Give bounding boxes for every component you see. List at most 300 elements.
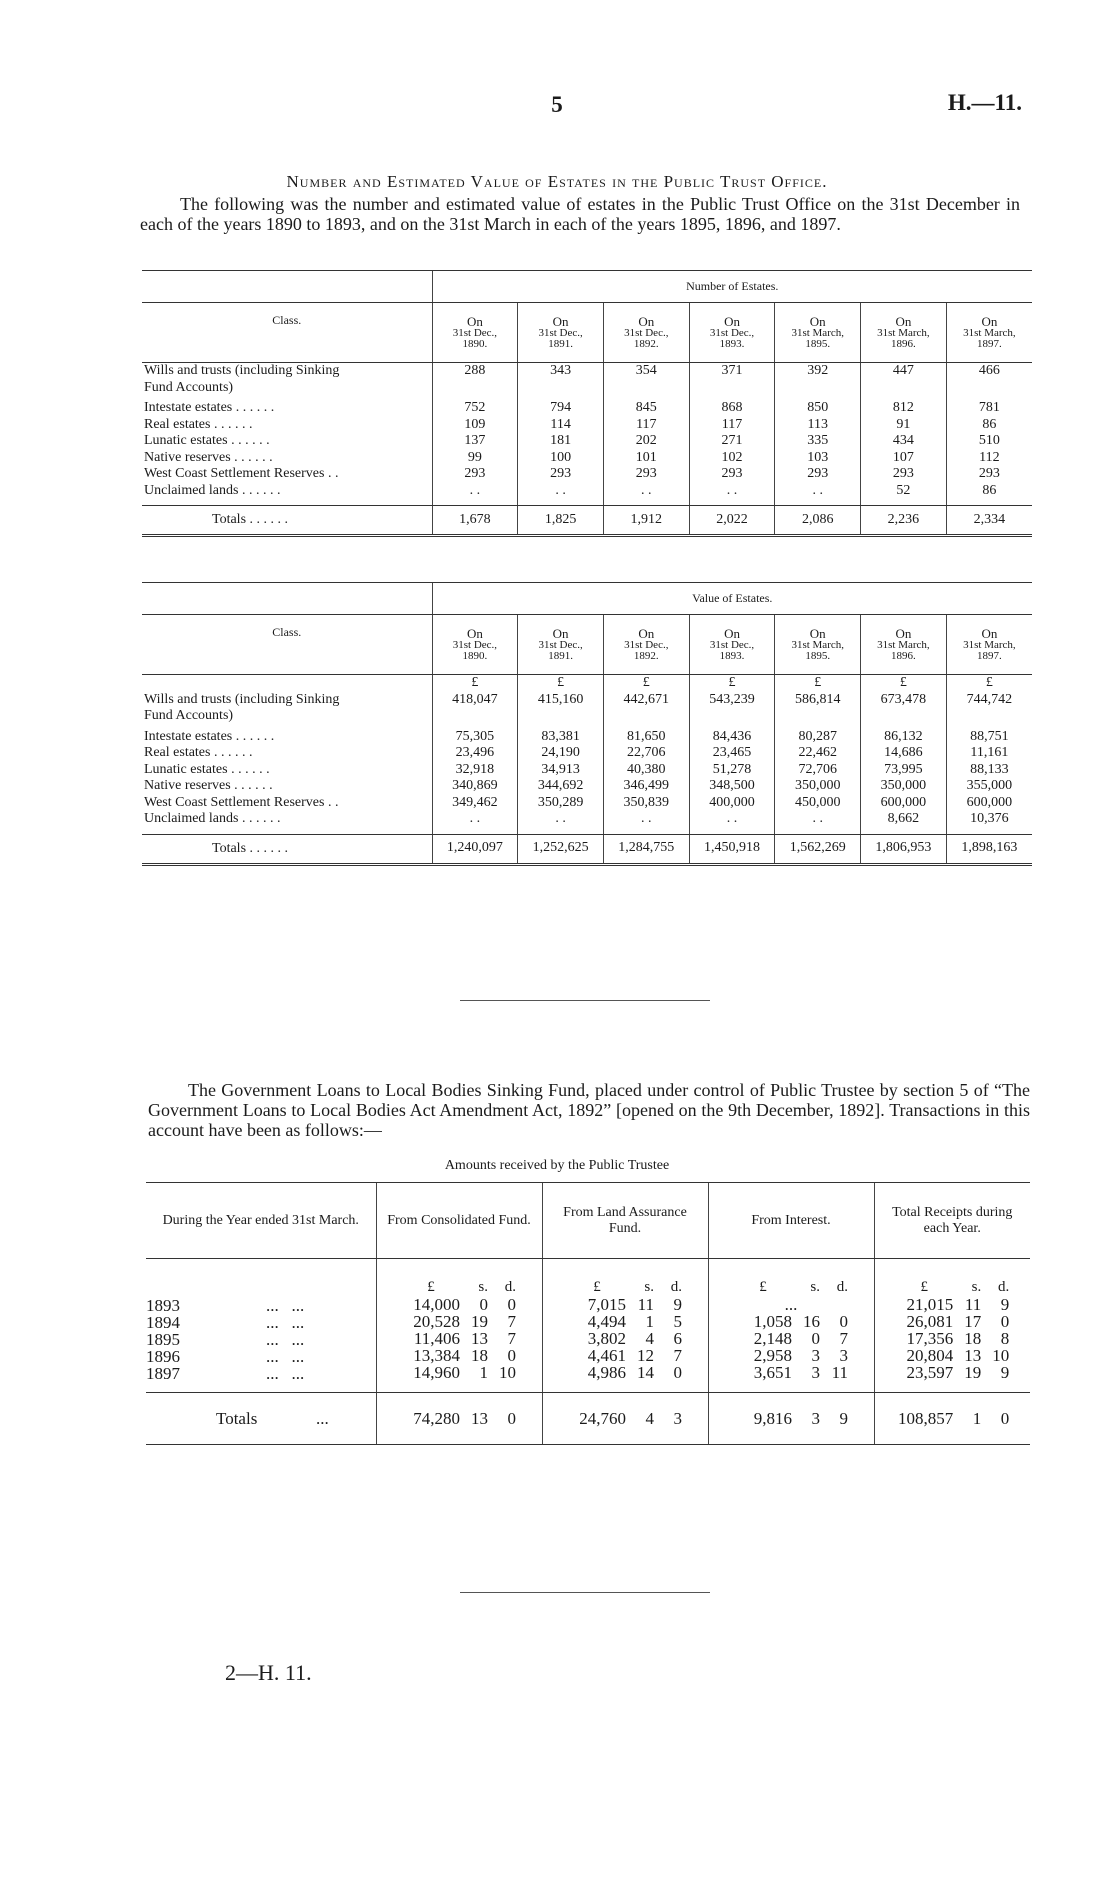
column-header	[689, 615, 775, 675]
unit-shillings: s.	[478, 1279, 488, 1295]
unit-row	[709, 1279, 874, 1296]
unit-shillings: s.	[644, 1279, 654, 1295]
currency-symbol: £	[985, 675, 993, 690]
cell-wills: 466	[978, 363, 1000, 378]
year-row	[146, 1331, 376, 1348]
cell-west: 400,000	[709, 794, 755, 810]
cell-real: 91	[896, 416, 911, 432]
cell-real: 24,190	[541, 745, 580, 760]
column-header-line: 1897.	[977, 338, 1002, 350]
row-labels	[142, 675, 432, 835]
shillings: 1	[972, 1409, 982, 1428]
pence: 9	[1000, 1363, 1010, 1382]
cell-lunatic: 335	[807, 433, 829, 448]
column-header-line: 31st March,	[877, 639, 930, 651]
cell-west: 600,000	[966, 794, 1013, 810]
column-header-line: 1895.	[805, 650, 831, 662]
cell-native: 350,000	[880, 778, 927, 793]
cell-lunatic: 181	[550, 433, 572, 448]
cell-lunatic: 137	[464, 433, 486, 448]
value-column	[861, 675, 947, 835]
cell-wills: 288	[464, 363, 486, 378]
cell-lunatic: 88,133	[970, 761, 1009, 777]
shillings: 4	[645, 1329, 654, 1348]
totals-label: Totals	[216, 1408, 258, 1428]
column-header	[775, 303, 861, 363]
value-column	[518, 363, 604, 506]
spacer	[861, 380, 946, 401]
unit-row	[543, 1279, 708, 1296]
pence: 3	[673, 1409, 682, 1428]
cell-native: 350,000	[794, 778, 841, 793]
shillings: 4	[645, 1409, 654, 1428]
pence: 9	[839, 1409, 848, 1428]
column-header	[946, 303, 1032, 363]
pence: 6	[673, 1329, 682, 1348]
year-row	[146, 1365, 376, 1382]
pounds: 4,494	[587, 1312, 626, 1331]
column-header-line: 1891.	[548, 650, 573, 662]
amount	[377, 1364, 542, 1381]
consolidated-column	[376, 1259, 542, 1393]
cell-intestate: 868	[721, 400, 743, 415]
class-header: Class.	[142, 615, 432, 675]
year: 1894	[146, 1313, 180, 1332]
amount	[377, 1347, 542, 1364]
cell-wills: 442,671	[623, 691, 670, 707]
value-column	[946, 363, 1032, 506]
row-label-unclaimed: Unclaimed lands . . . . . .	[144, 482, 281, 498]
currency-symbol: £	[471, 675, 479, 690]
shillings: 13	[471, 1329, 488, 1348]
totals-cell: 1,825	[518, 506, 604, 536]
column-header-line: On	[724, 626, 740, 641]
column-header	[518, 303, 604, 363]
pence: 0	[1000, 1312, 1010, 1331]
intro-paragraph: The following was the number and estimated value of estates in the Public Trust Office on the 31st December in each of the years 1890 to 1893, and on the 31st March in each of the years 1895, 1896, and 1897.	[140, 194, 1020, 234]
cell-intestate: 75,305	[455, 728, 495, 744]
cell-real: 22,706	[627, 745, 666, 760]
pence: 5	[673, 1312, 682, 1331]
cell-intestate: 88,751	[970, 728, 1009, 744]
column-header-line: 31st Dec.,	[452, 327, 498, 339]
amount	[377, 1330, 542, 1347]
document-reference: H.—11.	[947, 90, 1022, 115]
cell-real: 117	[721, 416, 743, 432]
spacer	[861, 708, 946, 729]
pence: 10	[992, 1346, 1010, 1365]
cell-lunatic: 202	[635, 433, 657, 448]
leader-dots: ... ...	[266, 1330, 305, 1349]
cell-west: 350,289	[537, 794, 584, 810]
row-label-lunatic: Lunatic estates . . . . . .	[144, 433, 270, 448]
cell-lunatic: 510	[978, 433, 1000, 448]
section-divider	[460, 1592, 710, 1593]
pence: 9	[1000, 1295, 1010, 1314]
column-header-line: On	[981, 626, 998, 641]
cell-wills: 418,047	[452, 691, 498, 707]
total-receipts-header: Total Receipts during each Year.	[874, 1183, 1030, 1259]
unit-pence: d.	[836, 1279, 848, 1295]
shillings: 13	[964, 1346, 982, 1365]
unit-pounds: £	[427, 1279, 435, 1295]
cell-unclaimed: 52	[896, 482, 911, 498]
totals-interest	[708, 1393, 874, 1445]
amount	[543, 1410, 708, 1427]
spacer	[518, 380, 603, 401]
cell-wills: 415,160	[537, 691, 584, 707]
cell-unclaimed: . .	[812, 482, 823, 498]
section-divider	[460, 1000, 710, 1001]
cell-intestate: 86,132	[884, 728, 923, 744]
cell-intestate: 794	[550, 400, 572, 415]
unit-pence: d.	[998, 1279, 1010, 1295]
cell-real: 11,161	[970, 745, 1009, 760]
cell-intestate: 850	[807, 400, 829, 415]
totals-label-cell	[146, 1393, 376, 1445]
column-header-line: 31st Dec.,	[452, 639, 498, 651]
page-number: 5	[551, 92, 563, 117]
cell-unclaimed: 8,662	[887, 811, 920, 826]
cell-real: 86	[982, 416, 997, 432]
spacer	[433, 708, 518, 729]
cell-wills: 447	[892, 363, 914, 378]
pence: 0	[507, 1409, 516, 1428]
sinking-fund-paragraph: The Government Loans to Local Bodies Sinking Fund, placed under control of Public Trustee by section 5 of “The Government Loans to Local Bodies Act Amendment Act, 1892” [opened on the 9th December, 1892]. Transactions in this account have been as follows:—	[148, 1080, 1030, 1140]
cell-unclaimed: . .	[641, 482, 652, 498]
amount	[543, 1347, 708, 1364]
leader-dots: ... ...	[266, 1313, 305, 1332]
pounds: 23,597	[906, 1363, 954, 1382]
amount	[875, 1313, 1031, 1330]
cell-intestate: 781	[978, 400, 1000, 415]
cell-wills: 744,742	[966, 691, 1013, 707]
spacer	[142, 675, 432, 692]
row-label-intestate: Intestate estates . . . . . .	[144, 728, 275, 744]
row-label-real: Real estates . . . . . .	[144, 745, 253, 760]
amount	[543, 1313, 708, 1330]
sinking-fund-table	[146, 1182, 1030, 1445]
pence: 9	[673, 1295, 682, 1314]
number-of-estates-table	[142, 270, 1032, 537]
cell-wills: 343	[550, 363, 572, 378]
cell-wills: 673,478	[880, 691, 927, 707]
value-column	[861, 363, 947, 506]
pounds: 2,148	[753, 1329, 792, 1348]
pounds: 14,000	[413, 1295, 460, 1314]
value-column	[432, 675, 518, 835]
cell-west: 293	[721, 466, 743, 481]
cell-lunatic: 72,706	[798, 761, 837, 777]
pounds: 7,015	[587, 1295, 626, 1314]
pence: 3	[839, 1346, 848, 1365]
cell-west: 293	[635, 466, 657, 481]
spacer	[690, 380, 775, 401]
shillings: 3	[811, 1346, 820, 1365]
cell-west: 293	[892, 466, 914, 481]
total-column	[874, 1259, 1030, 1393]
pence: 0	[507, 1346, 516, 1365]
shillings: 19	[471, 1312, 488, 1331]
year-column	[146, 1259, 376, 1393]
currency-symbol: £	[814, 675, 822, 690]
row-label-west: West Coast Settlement Reserves . .	[144, 794, 339, 810]
cell-lunatic: 34,913	[541, 761, 580, 777]
year-row	[146, 1314, 376, 1331]
column-header-line: 1896.	[891, 650, 916, 662]
row-labels	[142, 363, 432, 506]
column-header-line: On	[981, 314, 998, 329]
pence: 0	[507, 1295, 516, 1314]
cell-west: 349,462	[452, 794, 498, 810]
cell-native: 101	[635, 449, 657, 465]
pence: 0	[673, 1363, 682, 1382]
cell-unclaimed: . .	[469, 811, 481, 826]
column-header-line: 1892.	[633, 650, 659, 662]
column-header-line: On	[552, 314, 569, 329]
spacer	[690, 708, 775, 729]
cell-unclaimed: . .	[726, 482, 738, 498]
cell-west: 293	[978, 466, 1000, 481]
value-column	[775, 675, 861, 835]
amount	[377, 1410, 542, 1427]
cell-west: 293	[464, 466, 486, 481]
cell-intestate: 812	[892, 400, 914, 415]
section-heading: Number and Estimated Value of Estates in the Public Trust Office.	[286, 172, 828, 191]
sinking-fund-caption: Amounts received by the Public Trustee	[444, 1158, 670, 1173]
cell-unclaimed: . .	[555, 482, 566, 498]
unit-shillings: s.	[971, 1279, 982, 1295]
pence: 10	[499, 1363, 516, 1382]
amount	[543, 1330, 708, 1347]
column-header-line: 1896.	[891, 338, 916, 350]
column-header	[775, 615, 861, 675]
pounds: 9,816	[753, 1409, 792, 1428]
row-label-native: Native reserves . . . . . .	[144, 778, 273, 793]
shillings: 0	[811, 1329, 820, 1348]
currency-symbol: £	[642, 675, 650, 690]
amount	[875, 1347, 1031, 1364]
cell-lunatic: 434	[892, 433, 914, 448]
column-header	[603, 615, 689, 675]
column-header-line: On	[638, 626, 655, 641]
row-label-wills: Wills and trusts (including Sinking	[144, 691, 340, 707]
column-header-line: 1892.	[633, 338, 659, 350]
cell-real: 109	[464, 416, 486, 432]
pounds: 74,280	[413, 1409, 460, 1428]
pence: 7	[507, 1312, 516, 1331]
pounds: 3,651	[753, 1363, 792, 1382]
cell-lunatic: 271	[721, 433, 743, 448]
cell-real: 22,462	[798, 745, 837, 760]
consolidated-header: From Consolidated Fund.	[376, 1183, 542, 1259]
pence: 11	[831, 1363, 848, 1382]
shillings: 0	[479, 1295, 488, 1314]
totals-cell: 1,450,918	[689, 834, 775, 864]
value-column	[518, 675, 604, 835]
cell-real: 23,496	[455, 745, 495, 760]
column-header-line: 31st Dec.,	[624, 639, 669, 651]
column-header-line: 1895.	[805, 338, 831, 350]
cell-unclaimed: 86	[982, 482, 997, 498]
year: 1893	[146, 1296, 180, 1315]
pounds: 11,406	[413, 1329, 460, 1348]
column-header-line: 31st Dec.,	[709, 327, 755, 339]
shillings: 16	[803, 1312, 820, 1331]
pounds: 1,058	[753, 1312, 792, 1331]
spacer	[433, 380, 518, 401]
shillings: 19	[964, 1363, 982, 1382]
pence: 0	[839, 1312, 848, 1331]
amount	[875, 1330, 1031, 1347]
pounds: 24,760	[579, 1409, 626, 1428]
interest-header: From Interest.	[708, 1183, 874, 1259]
totals-cell: 2,236	[861, 506, 947, 536]
spacer	[775, 380, 860, 401]
value-of-estates-table	[142, 582, 1032, 866]
cell-intestate: 83,381	[541, 728, 580, 744]
totals-cell: 1,678	[432, 506, 518, 536]
page-footer: 2—H. 11.	[225, 1660, 312, 1685]
amount	[709, 1410, 874, 1427]
unit-pounds: £	[920, 1279, 928, 1295]
unit-row	[875, 1279, 1031, 1296]
spacer	[604, 708, 689, 729]
cell-native: 103	[807, 449, 829, 465]
column-header-line: On	[809, 314, 826, 329]
cell-wills: 371	[721, 363, 743, 378]
amount	[377, 1313, 542, 1330]
pence: 7	[507, 1329, 516, 1348]
column-header-line: 31st March,	[963, 639, 1016, 651]
column-header-line: 1893.	[719, 338, 745, 350]
cell-native: 340,869	[452, 778, 498, 793]
cell-west: 350,839	[623, 794, 670, 810]
cell-intestate: 84,436	[712, 728, 752, 744]
row-label-lunatic: Lunatic estates . . . . . .	[144, 761, 270, 777]
interest-column	[708, 1259, 874, 1393]
shillings: 3	[811, 1363, 820, 1382]
column-header-line: On	[638, 314, 655, 329]
shillings: 1	[645, 1312, 654, 1331]
cell-real: 114	[550, 416, 571, 432]
cell-lunatic: 51,278	[712, 761, 752, 777]
totals-total	[874, 1393, 1030, 1445]
class-header: Class.	[142, 303, 432, 363]
totals-label: Totals . . . . . .	[142, 834, 432, 864]
amount	[377, 1296, 542, 1313]
year-header: During the Year ended 31st March.	[146, 1183, 376, 1259]
pounds: 20,804	[906, 1346, 954, 1365]
totals-label-wrap	[146, 1409, 376, 1429]
shillings: 11	[637, 1295, 654, 1314]
totals-land	[542, 1393, 708, 1445]
value-column	[603, 363, 689, 506]
column-header-line: 31st March,	[791, 327, 844, 339]
shillings: 1	[479, 1363, 488, 1382]
pounds: 3,802	[587, 1329, 626, 1348]
totals-cell: 1,806,953	[861, 834, 947, 864]
cell-wills: 354	[635, 363, 657, 378]
pence: 7	[839, 1329, 848, 1348]
value-column	[689, 675, 775, 835]
currency-symbol: £	[728, 675, 736, 690]
leader-dots: ... ...	[266, 1296, 305, 1315]
cell-unclaimed: . .	[555, 811, 566, 826]
column-header-line: 31st March,	[877, 327, 930, 339]
column-header-line: 31st Dec.,	[538, 327, 583, 339]
totals-cell: 1,562,269	[775, 834, 861, 864]
cell-intestate: 81,650	[627, 728, 666, 744]
amount	[709, 1313, 874, 1330]
column-header-line: 31st Dec.,	[538, 639, 583, 651]
column-header-line: 31st March,	[791, 639, 844, 651]
column-header-line: On	[895, 626, 912, 641]
unit-pounds: £	[593, 1279, 601, 1295]
leader-dots: ... ...	[266, 1364, 305, 1383]
totals-label: Totals . . . . . .	[142, 506, 432, 536]
unit-pence: d.	[504, 1279, 516, 1295]
year: 1896	[146, 1347, 180, 1366]
amount	[709, 1364, 874, 1381]
cell-native: 346,499	[623, 778, 670, 793]
cell-west: 293	[807, 466, 829, 481]
shillings: 18	[964, 1329, 982, 1348]
pounds: 21,015	[906, 1295, 954, 1314]
column-header-line: 31st March,	[963, 327, 1016, 339]
pounds: 2,958	[753, 1346, 792, 1365]
year: 1897	[146, 1364, 180, 1383]
amount	[709, 1330, 874, 1347]
column-header	[432, 303, 518, 363]
value-column	[603, 675, 689, 835]
value-column	[775, 363, 861, 506]
leader-dots: ... ...	[266, 1347, 305, 1366]
pounds: 4,461	[587, 1346, 626, 1365]
column-header-line: On	[724, 314, 740, 329]
spacer	[604, 380, 689, 401]
shillings: 12	[637, 1346, 654, 1365]
totals-cell: 1,252,625	[518, 834, 604, 864]
cell-unclaimed: . .	[641, 811, 652, 826]
shillings: 18	[471, 1346, 488, 1365]
cell-native: 112	[979, 449, 1000, 465]
cell-native: 100	[550, 449, 572, 465]
column-header-line: 31st Dec.,	[624, 327, 669, 339]
row-label-wills2: Fund Accounts)	[144, 379, 234, 395]
pence: 7	[673, 1346, 682, 1365]
amount	[875, 1296, 1031, 1313]
shillings: 13	[471, 1409, 488, 1428]
pounds: 13,384	[413, 1346, 460, 1365]
leader-dots: ...	[316, 1408, 329, 1428]
cell-west: 600,000	[880, 794, 927, 810]
unit-pounds: £	[759, 1279, 767, 1295]
column-header	[603, 303, 689, 363]
column-header-line: 1890.	[462, 650, 488, 662]
currency-symbol: £	[557, 675, 565, 690]
amount	[709, 1347, 874, 1364]
column-header-line: 1890.	[462, 338, 488, 350]
currency-symbol: £	[899, 675, 907, 690]
value-column	[689, 363, 775, 506]
totals-cell: 2,086	[775, 506, 861, 536]
cell-unclaimed: . .	[812, 811, 823, 826]
value-column	[946, 675, 1032, 835]
shillings: 17	[964, 1312, 982, 1331]
pounds: 14,960	[413, 1363, 460, 1382]
cell-unclaimed: . .	[469, 482, 481, 498]
